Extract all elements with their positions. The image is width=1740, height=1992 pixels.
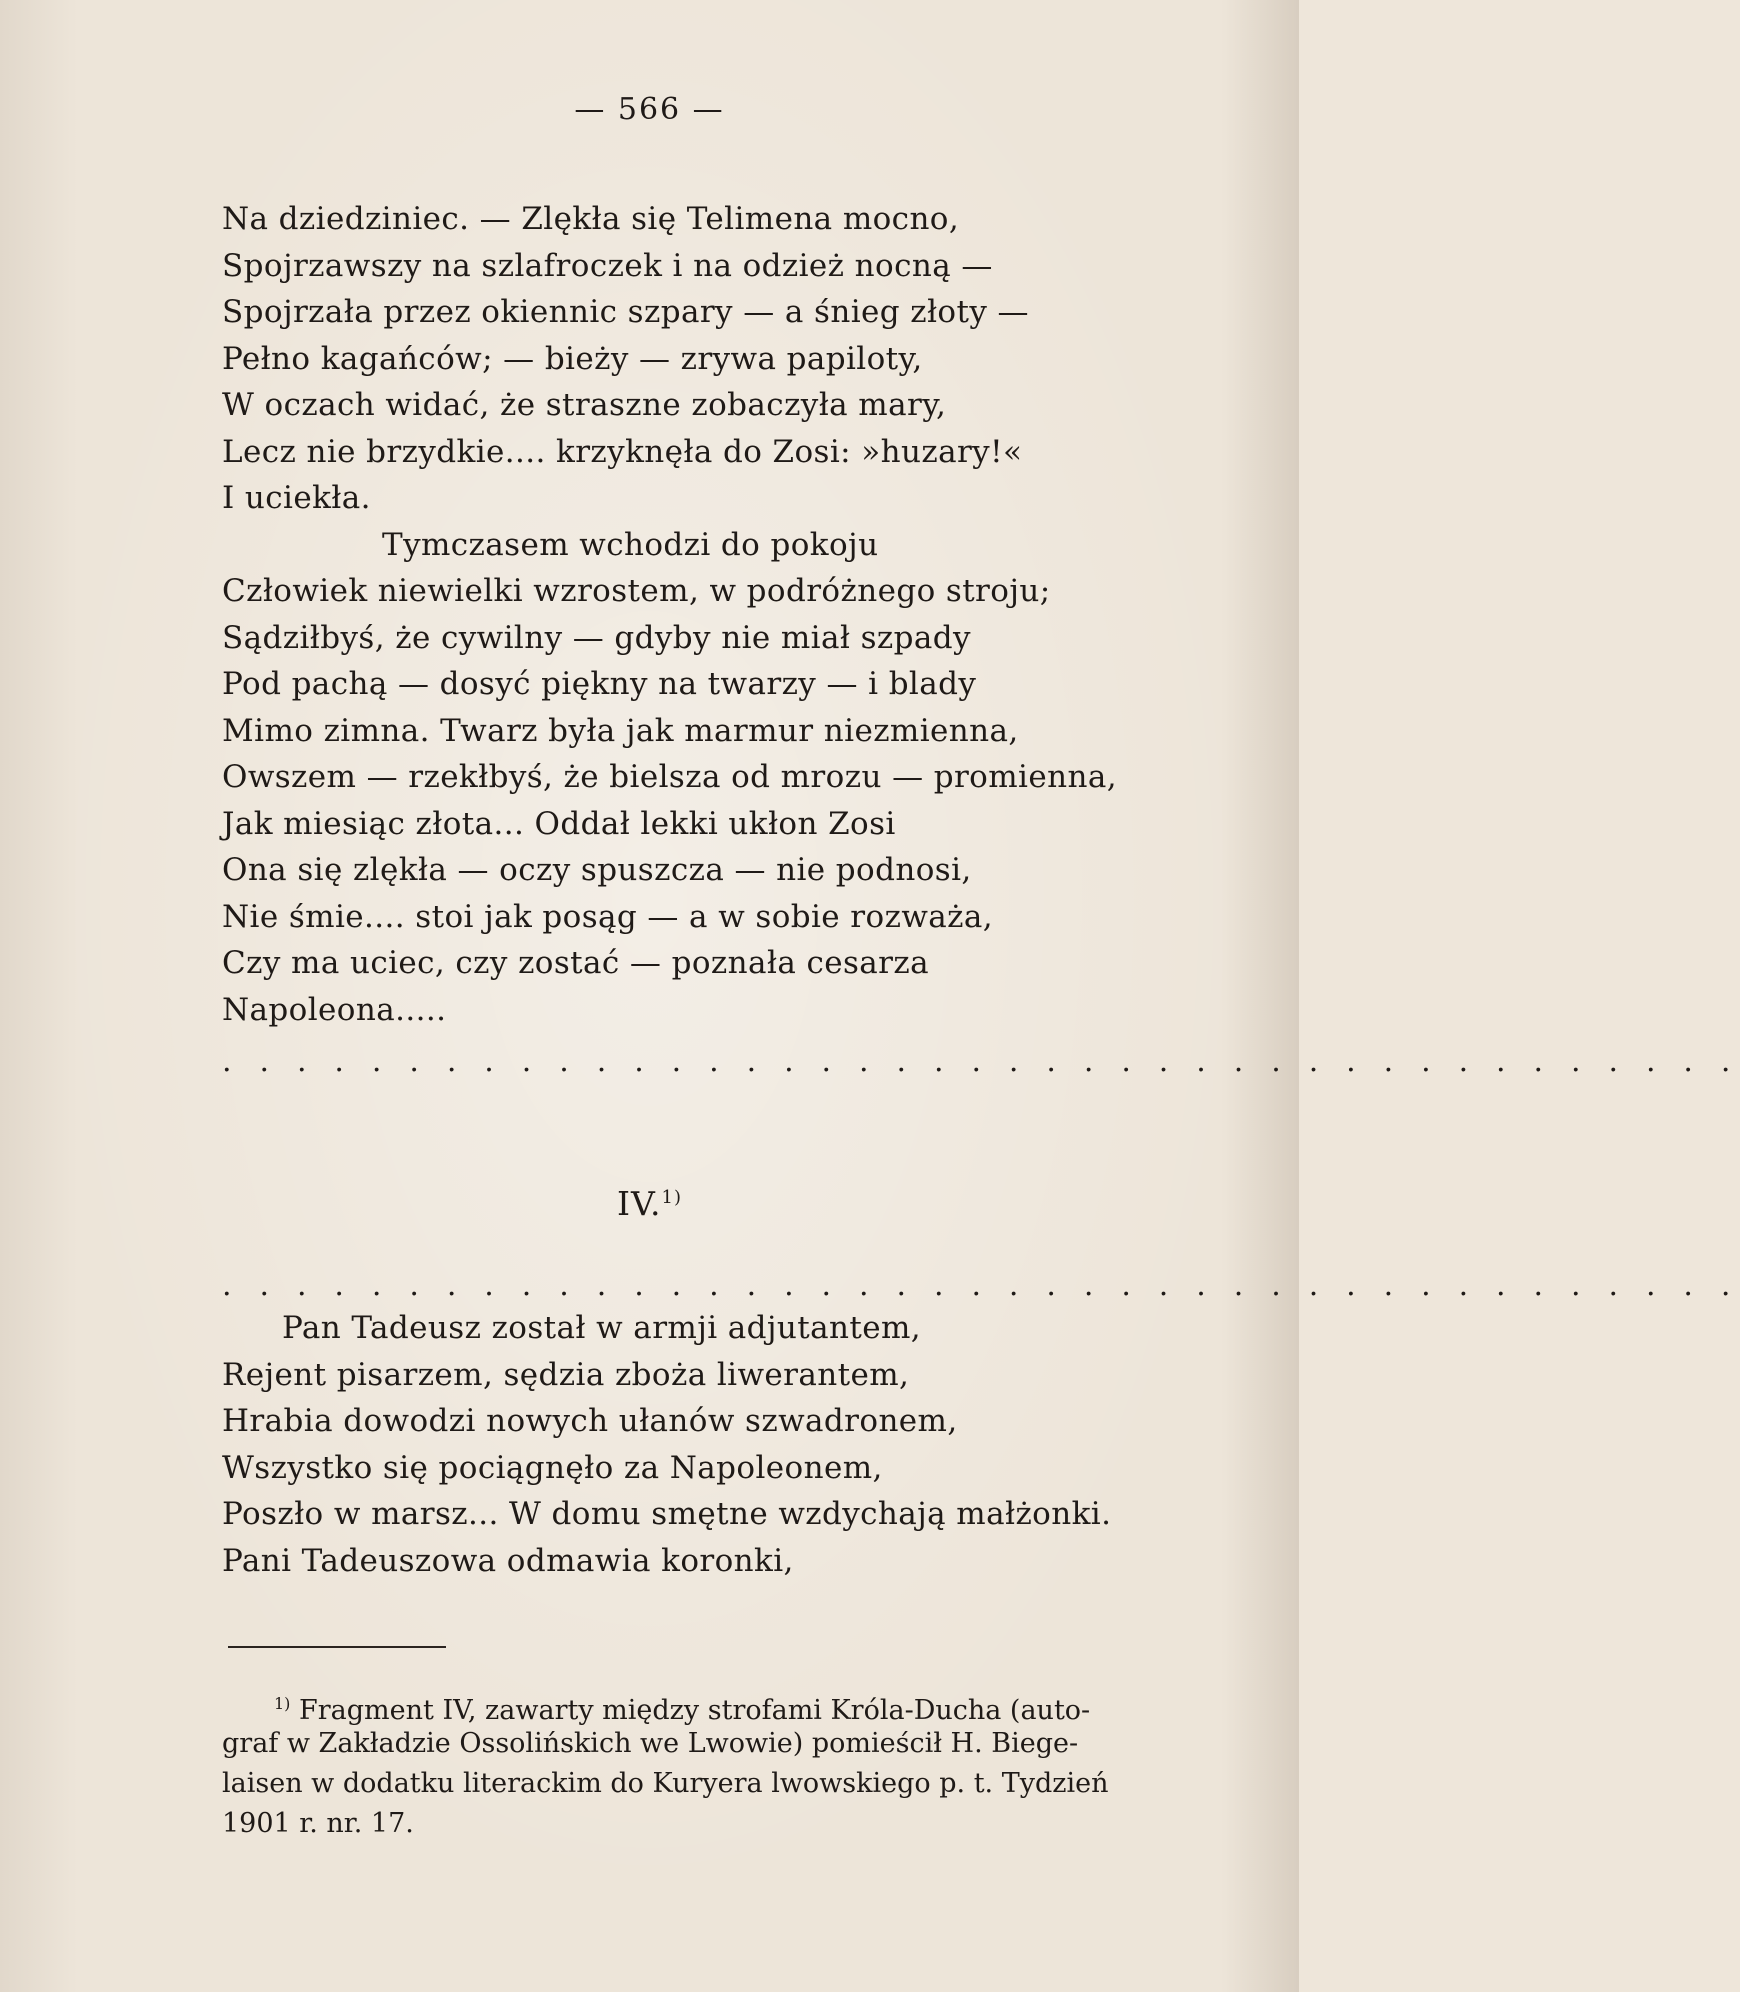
section-heading-title: IV. (616, 1184, 662, 1223)
verse-line: Pod pachą — dosyć piękny na twarzy — i blady (222, 666, 977, 702)
verse-line: Napoleona..... (222, 991, 447, 1028)
verse-line: Spojrzała przez okiennic szpary — a śnieg złoty — (222, 294, 1029, 330)
footnote-line: 1901 r. nr. 17. (222, 1808, 414, 1839)
verse-line: Sądziłbyś, że cywilny — gdyby nie miał szpady (222, 619, 971, 656)
footnote-text: Fragment IV, zawarty między strofami Króla-Ducha (auto- (299, 1695, 1091, 1726)
verse-line: Na dziedziniec. — Zlękła się Telimena mocno, (222, 201, 960, 237)
section-heading-footnote-ref: 1) (661, 1187, 683, 1208)
verse-line: Jak miesiąc złota... Oddał lekki ukłon Zosi (222, 805, 896, 842)
verse-line: Człowiek niewielki wzrostem, w podróżnego stroju; (222, 573, 1051, 609)
footnote-line (222, 1684, 1212, 1724)
footnote-marker: 1) (274, 1694, 291, 1713)
verse-line: Czy ma uciec, czy zostać — poznała cesarza (222, 945, 929, 981)
verse-line: W oczach widać, że straszne zobaczyła mary, (222, 387, 947, 423)
page-number: — 566 — (574, 92, 725, 127)
verse-line-indented: Tymczasem wchodzi do pokoju (382, 526, 879, 563)
footnote-line: graf w Zakładzie Ossolińskich we Lwowie) pomieścił H. Biege- (222, 1728, 1079, 1759)
verse-line: Wszystko się pociągnęło za Napoleonem, (222, 1449, 883, 1486)
verse-line: Spojrzawszy na szlafroczek i na odzież nocną — (222, 247, 993, 284)
section-heading (0, 1184, 1299, 1223)
verse-line: Owszem — rzekłbyś, że bielsza od mrozu — promienna, (222, 759, 1117, 795)
verse-line: Lecz nie brzydkie.... krzyknęła do Zosi: »huzary!« (222, 433, 1023, 470)
ellipsis-separator: . . . . . . . . . . . . . . . . . . . . . . . . . . . . . . . . . . . . . . . . . (222, 1044, 1740, 1079)
verse-line: Poszło w marsz... W domu smętne wzdychają małżonki. (222, 1496, 1112, 1532)
verse-line: Mimo zimna. Twarz była jak marmur niezmienna, (222, 712, 1019, 749)
verse-line: Nie śmie.... stoi jak posąg — a w sobie rozważa, (222, 898, 994, 935)
verse-line: Rejent pisarzem, sędzia zboża liwerantem, (222, 1356, 910, 1393)
verse-line: Hrabia dowodzi nowych ułanów szwadronem, (222, 1403, 958, 1439)
verse-line: Pani Tadeuszowa odmawia koronki, (222, 1542, 794, 1579)
ellipsis-separator: . . . . . . . . . . . . . . . . . . . . . . . . . . . . . . . . . . . . . . . . . (222, 1268, 1740, 1303)
footnote (222, 1684, 1212, 1844)
verse-line-indented: Pan Tadeusz został w armji adjutantem, (282, 1310, 922, 1346)
footnote-divider (228, 1646, 446, 1648)
verse-line: Pełno kagańców; — bieży — zrywa papiloty, (222, 340, 923, 377)
footnote-line: laisen w dodatku literackim do Kuryera lwowskiego p. t. Tydzień (222, 1768, 1109, 1799)
verse-line: Ona się zlękła — oczy spuszcza — nie podnosi, (222, 852, 972, 888)
verse-stanza-1 (222, 196, 1232, 1033)
verse-stanza-2 (222, 1305, 1232, 1584)
verse-line: I uciekła. (222, 480, 371, 516)
